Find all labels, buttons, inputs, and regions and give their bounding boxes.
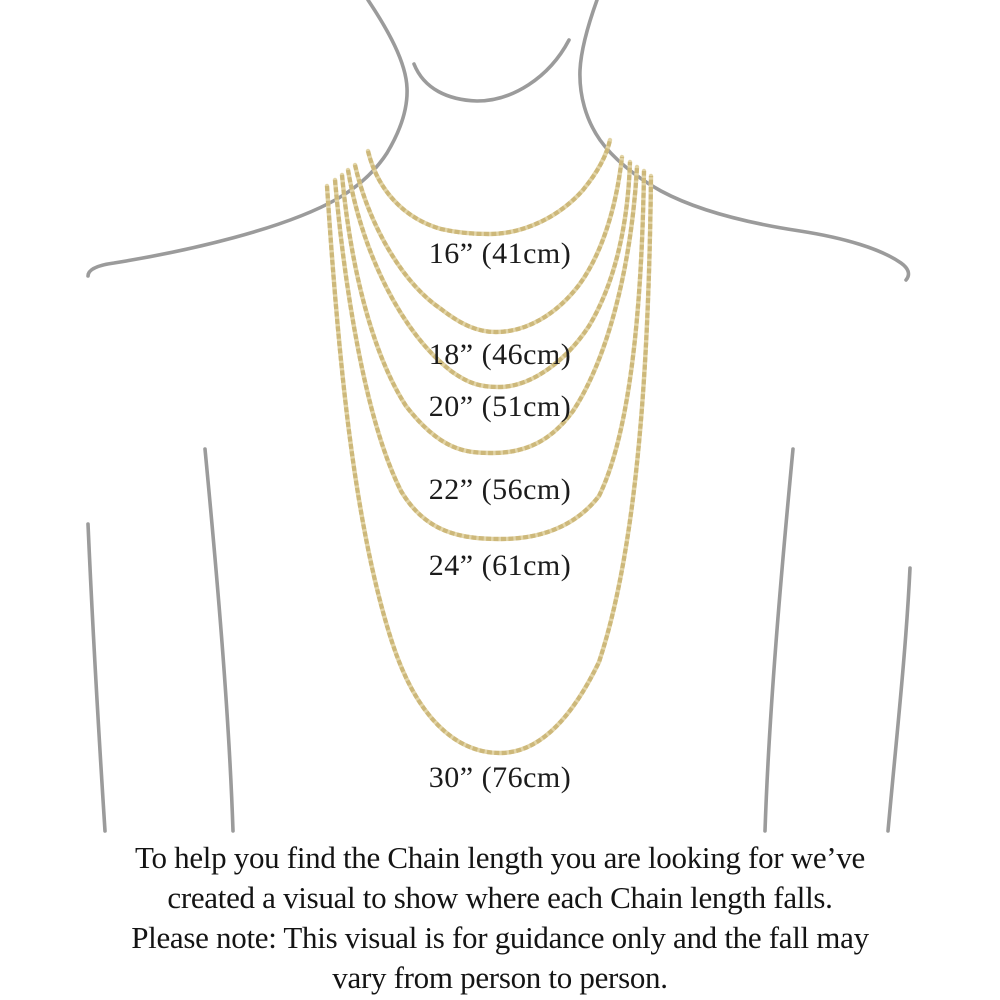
chains-base-layer <box>327 140 651 753</box>
chain-label-20in: 20” (51cm) <box>428 390 572 423</box>
caption-line-4: vary from person to person. <box>332 960 668 995</box>
chin-line <box>414 40 569 101</box>
caption-line-3: Please note: This visual is for guidance only and the fall may <box>131 920 869 955</box>
caption-line-2: created a visual to show where each Chain length falls. <box>167 880 833 915</box>
chain-16-inch <box>368 140 610 234</box>
chain-label-22in: 22” (56cm) <box>428 473 572 506</box>
chain-label-18in: 18” (46cm) <box>428 338 572 371</box>
caption-line-1: To help you find the Chain length you are looking for we’ve <box>135 840 865 875</box>
guide-caption <box>0 838 1000 998</box>
chain-label-30in: 30” (76cm) <box>428 761 572 794</box>
chain-label-16in: 16” (41cm) <box>428 237 572 270</box>
chain-label-24in: 24” (61cm) <box>428 549 572 582</box>
left-neck-shoulder-line <box>88 0 407 276</box>
